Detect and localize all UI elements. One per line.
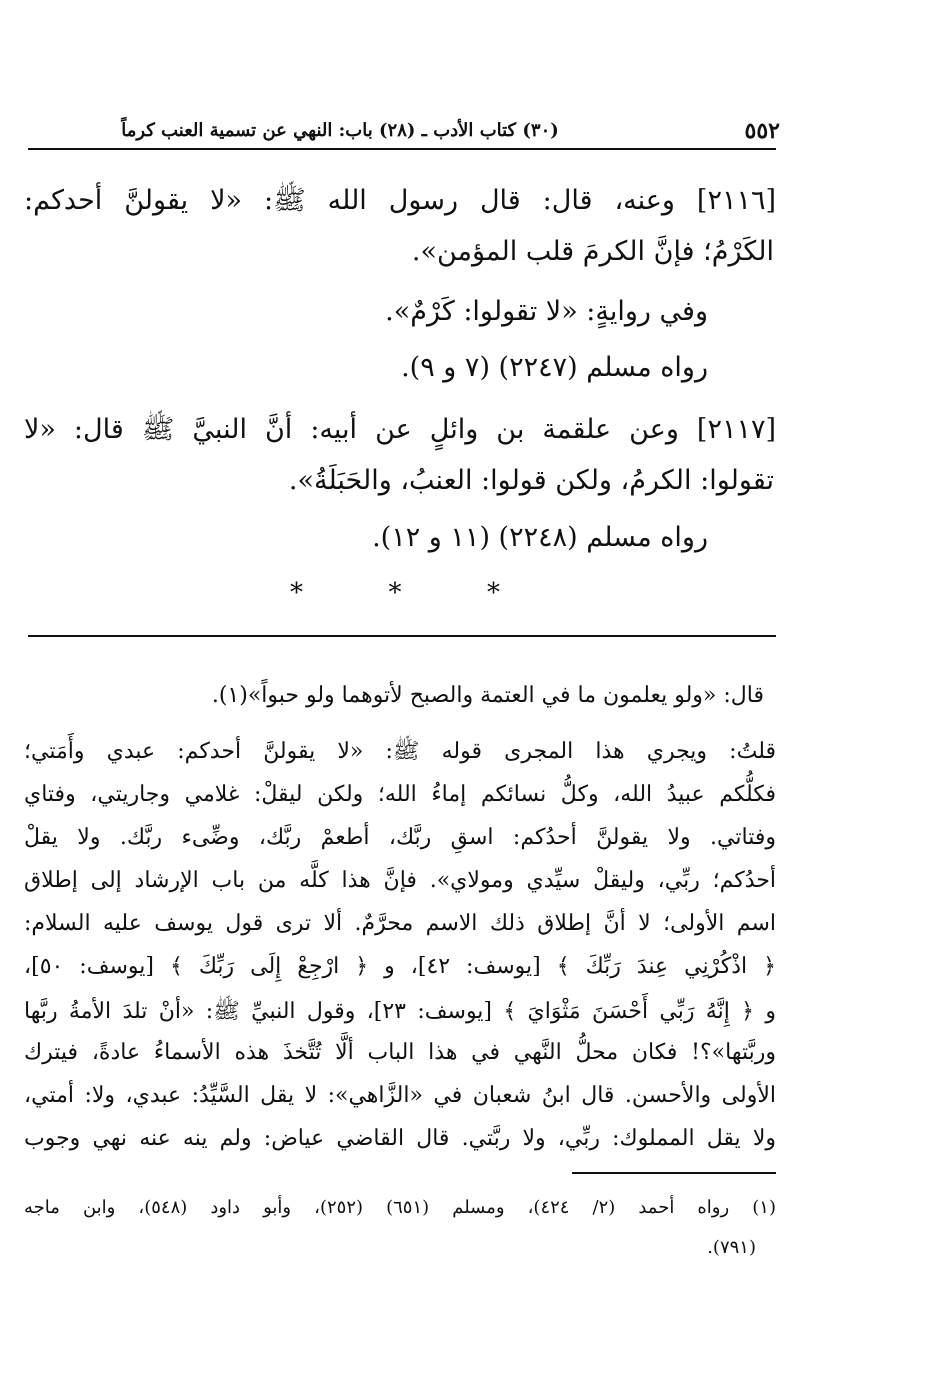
hadith-2116-line-2: الكَرْمُ؛ فإنَّ الكرمَ قلب المؤمن».: [411, 236, 774, 267]
running-title: (٣٠) كتاب الأدب ـ (٢٨) باب: النهي عن تسمية العنب كرماً: [121, 120, 559, 141]
separator-star: *: [487, 578, 500, 608]
separator-star: *: [290, 578, 303, 608]
section-separator: [290, 578, 500, 608]
commentary-line-3: فكلُّكم عبيدُ الله، وكلُّ نسائكم إماءُ الله؛ ولكن ليقلْ: غلامي وجاريتي، وفتاي: [24, 782, 776, 807]
page-number: ٥٥٢: [744, 118, 780, 144]
separator-star: *: [388, 578, 402, 608]
hadith-2116-source: رواه مسلم (٢٢٤٧) (٧ و ٩).: [401, 352, 708, 383]
header-rule: [28, 148, 776, 150]
hadith-2117-line-1: [٢١١٧] وعن علقمة بن وائلٍ عن أبيه: أنَّ النبيَّ ﷺ قال: «لا: [24, 414, 776, 445]
commentary-line-1: قال: «ولو يعلمون ما في العتمة والصبح لأتوهما ولو حبواً»(١).: [211, 683, 764, 708]
hadith-2116-variant: وفي روايةٍ: «لا تقولوا: كَرْمٌ».: [385, 296, 708, 327]
commentary-rule: [28, 635, 776, 637]
hadith-2117-source: رواه مسلم (٢٢٤٨) (١١ و ١٢).: [372, 522, 708, 553]
commentary-line-11: ولا يقل المملوك: ربِّي، ولا ربَّتي. قال القاضي عياض: ولم ينه عنه نهي وجوب: [24, 1126, 776, 1151]
footnote-1-line-1: (١) رواه أحمد (٢/ ٤٢٤)، ومسلم (٦٥١) (٢٥٢)، وأبو داود (٥٤٨)، وابن ماجه: [24, 1197, 776, 1218]
commentary-line-10: الأولى والأحسن. قال ابنُ شعبان في «الزَّاهي»: لا يقل السَّيِّدُ: عبدي، ولا: أمتي،: [24, 1083, 776, 1108]
hadith-2117-line-2: تقولوا: الكرمُ، ولكن قولوا: العنبُ، والحَبَلَةُ».: [288, 465, 774, 496]
commentary-line-5: أحدُكم؛ ربِّي، وليقلْ سيِّدي ومولاي». فإنَّ هذا كلَّه من باب الإرشاد إلى إطلاق: [24, 868, 776, 893]
commentary-line-6: اسم الأولى؛ لا أنَّ إطلاق ذلك الاسم محرَّمٌ. ألا ترى قول يوسف عليه السلام:: [24, 911, 776, 936]
commentary-line-9: وربَّتها»؟! فكان محلُّ النَّهي في هذا الباب ألَّا تُتَّخذَ هذه الأسماءُ عادةً، فيترك: [24, 1040, 776, 1065]
commentary-quran-line-2: و ﴿ إِنَّهُ رَبِّي أَحْسَنَ مَثْوَايَ ﴾ [يوسف: ٢٣]، وقول النبيِّ ﷺ: «أنْ تلدَ الأمةُ ربَّها: [24, 999, 776, 1024]
commentary-quran-line-1: ﴿ اذْكُرْنِي عِندَ رَبِّكَ ﴾ [يوسف: ٤٢]، و ﴿ ارْجِعْ إِلَى رَبِّكَ ﴾ [يوسف: ٥٠]،: [24, 954, 777, 979]
footnote-1-line-2: (٧٩١).: [707, 1237, 756, 1258]
hadith-2116-line-1: [٢١١٦] وعنه، قال: قال رسول الله ﷺ: «لا يقولنَّ أحدكم:: [24, 185, 776, 216]
commentary-line-2: قلتُ: ويجري هذا المجرى قوله ﷺ: «لا يقولنَّ أحدكم: عبدي وأَمَتي؛: [24, 739, 776, 764]
commentary-line-4: وفتاتي. ولا يقولنَّ أحدُكم: اسقِ ربَّك، أطعمْ ربَّك، وضِّىء ربَّك. ولا يقلْ: [24, 825, 776, 850]
footnote-rule: [572, 1172, 776, 1174]
